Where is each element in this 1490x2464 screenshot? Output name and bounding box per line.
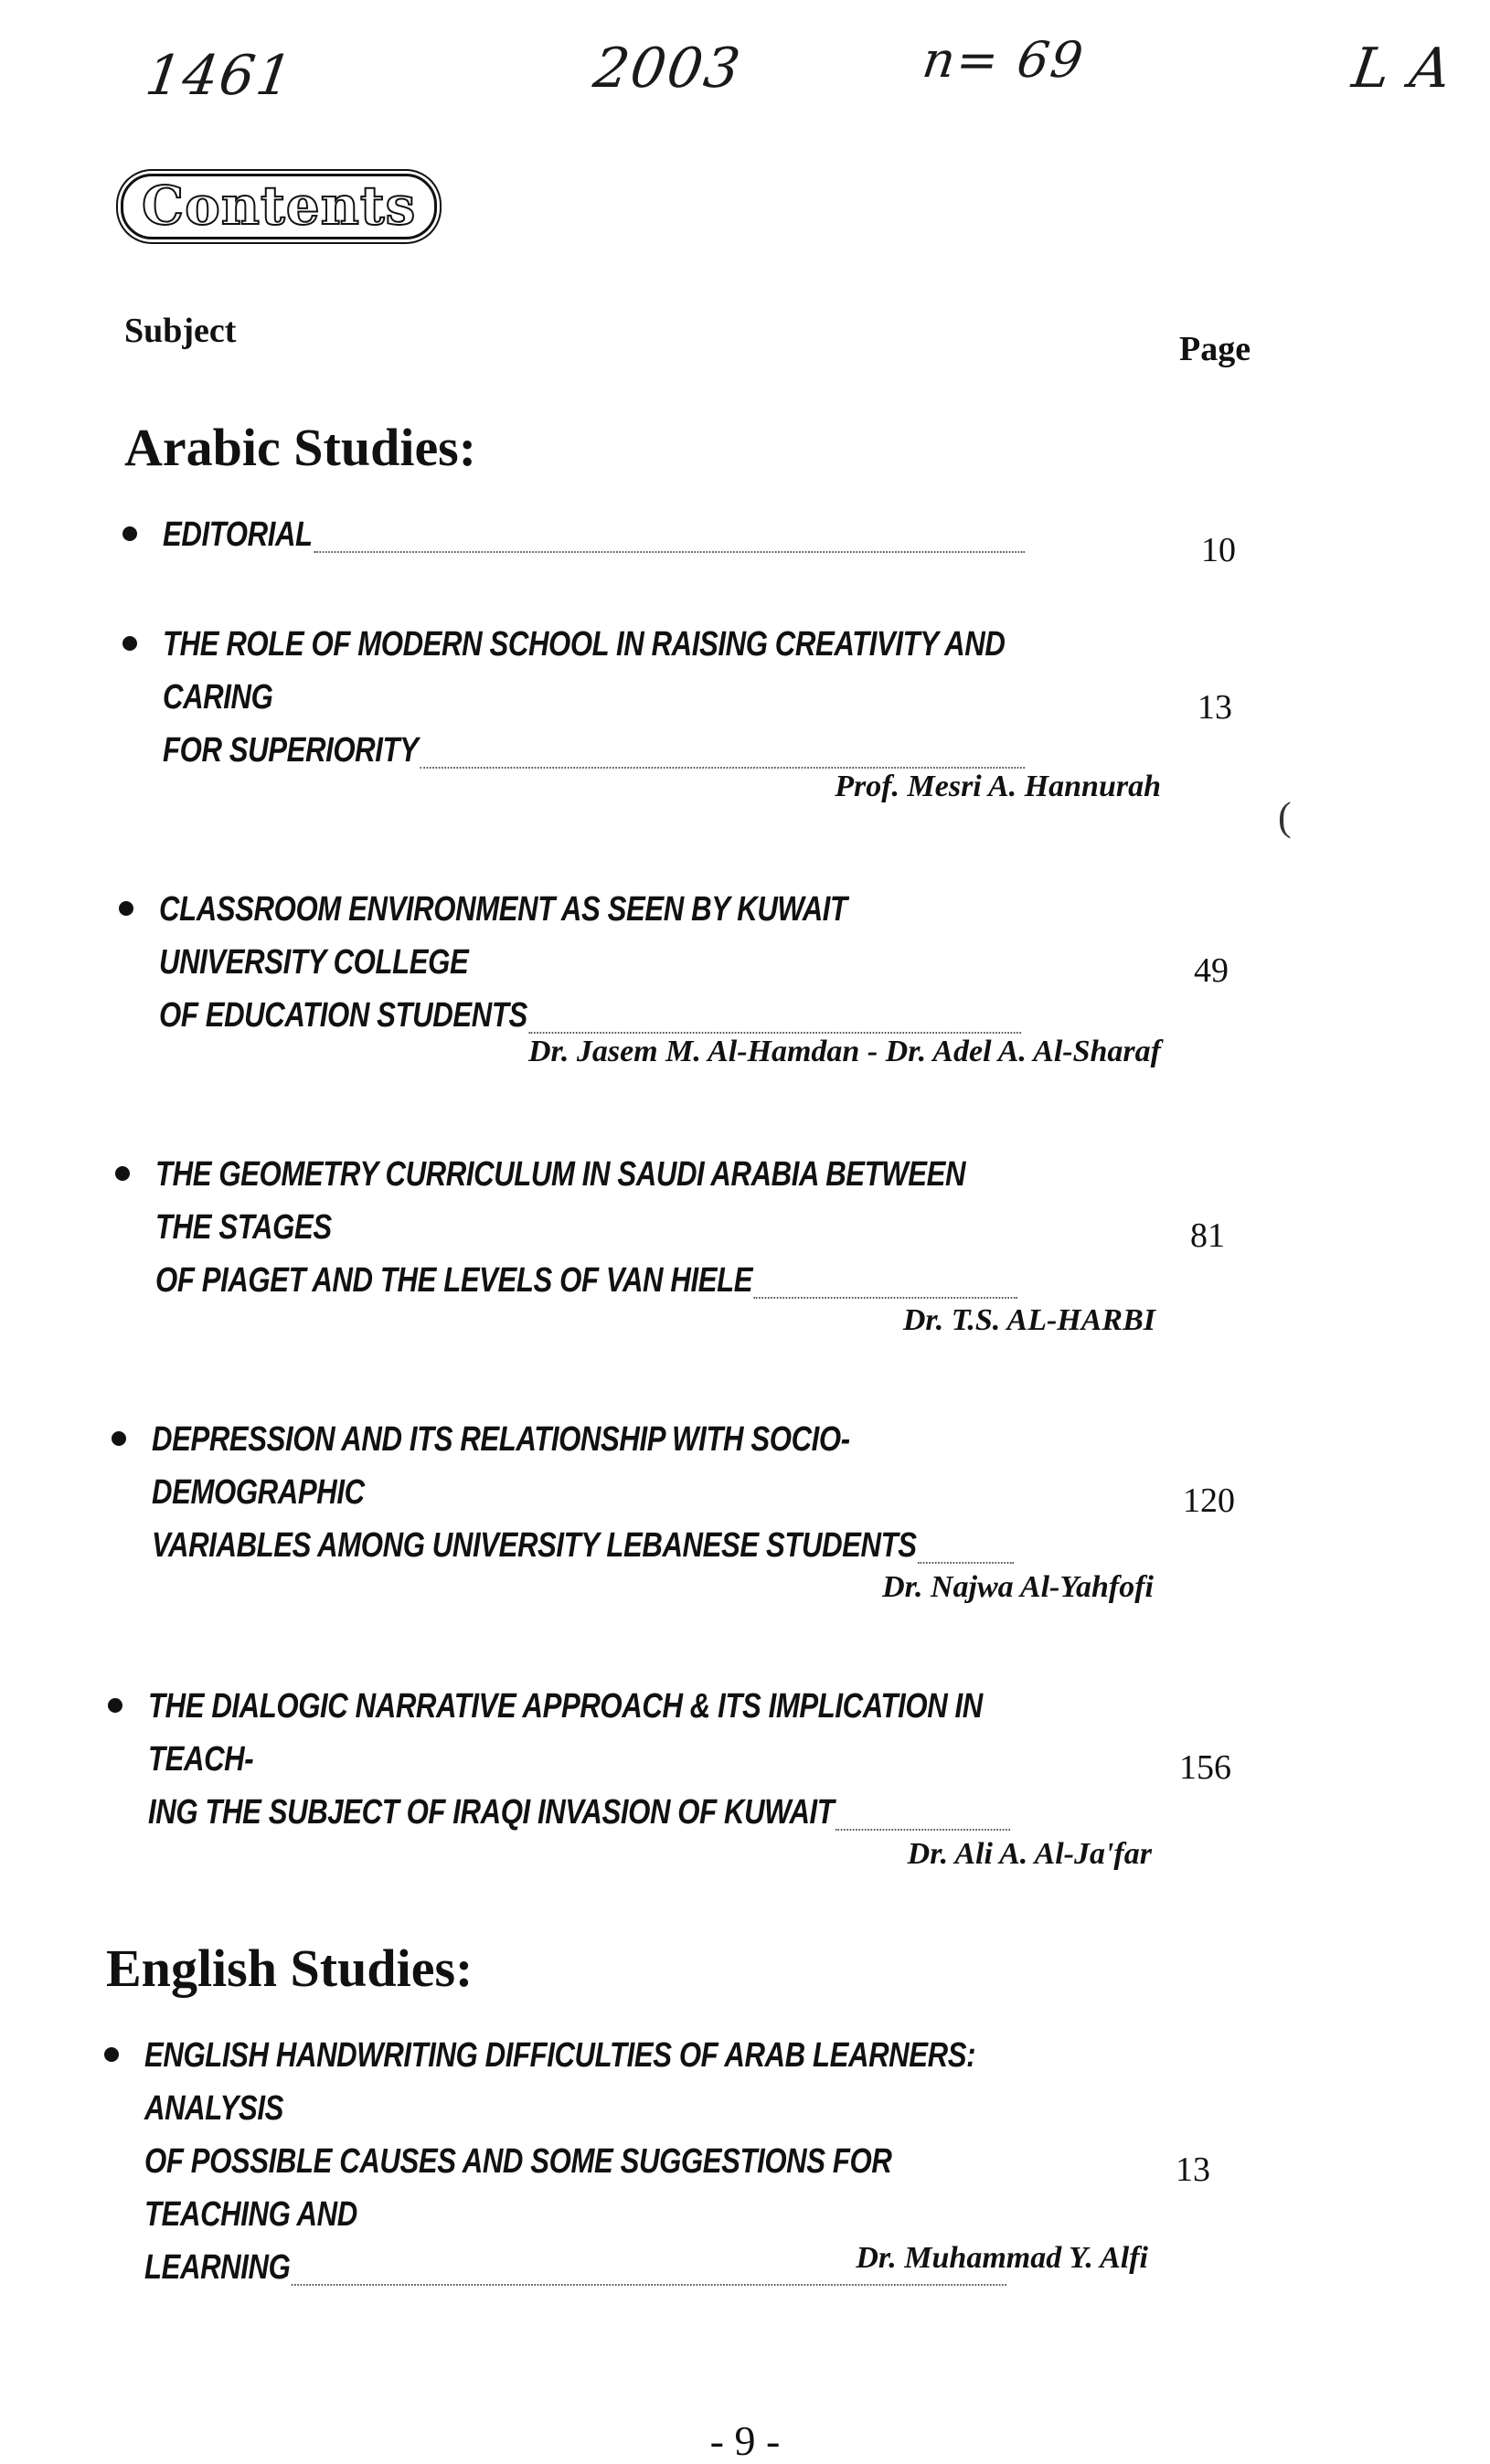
entry-title: EDITORIAL — [163, 508, 1025, 561]
entry-author: Prof. Mesri A. Hannurah — [835, 770, 1161, 803]
entry-page-number: 13 — [1197, 688, 1232, 727]
bullet-icon — [108, 1698, 122, 1713]
contents-logo: Contents — [121, 174, 437, 239]
handwritten-note-2: 2003 — [590, 37, 746, 101]
entry-page-number: 81 — [1190, 1216, 1225, 1255]
entry-page-number: 13 — [1176, 2151, 1210, 2189]
entry-page-number: 10 — [1201, 531, 1236, 569]
entry-page-number: 120 — [1183, 1482, 1235, 1520]
entry-title: CLASSROOM ENVIRONMENT AS SEEN BY KUWAIT UNIVERSITY COLLEGE OF EDUCATION STUDENTS — [159, 883, 1021, 1042]
page-number-footer: - 9 - — [709, 2417, 781, 2464]
subject-column-header: Subject — [124, 312, 237, 350]
bullet-icon — [122, 636, 137, 651]
stray-mark: ( — [1278, 794, 1292, 839]
entry-author: Dr. Ali A. Al-Ja'far — [907, 1837, 1152, 1871]
entry-page-number: 156 — [1179, 1748, 1231, 1787]
dot-leader — [420, 766, 1025, 769]
dot-leader — [314, 550, 1025, 553]
section-title-english-studies: English Studies: — [106, 1938, 474, 1998]
entry-page-number: 49 — [1194, 951, 1229, 990]
dot-leader — [754, 1296, 1017, 1299]
entry-author: Dr. T.S. AL-HARBI — [902, 1303, 1155, 1337]
entry-title: DEPRESSION AND ITS RELATIONSHIP WITH SOCIO- DEMOGRAPHIC VARIABLES AMONG UNIVERSITY LEBANESE STUDENTS — [152, 1413, 1014, 1572]
dot-leader — [292, 2283, 1006, 2286]
page-column-header: Page — [1179, 330, 1251, 368]
dot-leader — [918, 1561, 1014, 1564]
dot-leader — [835, 1828, 1010, 1831]
section-title-arabic-studies: Arabic Studies: — [124, 418, 477, 477]
dot-leader — [528, 1031, 1021, 1034]
handwritten-note-3: n= 69 — [919, 31, 1089, 89]
handwritten-note-1: 1461 — [142, 44, 298, 108]
bullet-icon — [122, 526, 137, 541]
entry-author: Dr. Najwa Al-Yahfofi — [882, 1570, 1154, 1604]
entry-title: THE DIALOGIC NARRATIVE APPROACH & ITS IMPLICATION IN TEACH- ING THE SUBJECT OF IRAQI INVASION OF KUWAIT — [148, 1680, 1010, 1839]
bullet-icon — [104, 2047, 119, 2062]
bullet-icon — [112, 1431, 126, 1446]
entry-title: THE GEOMETRY CURRICULUM IN SAUDI ARABIA BETWEEN THE STAGES OF PIAGET AND THE LEVELS OF VAN HIELE — [155, 1148, 1017, 1307]
entry-title: THE ROLE OF MODERN SCHOOL IN RAISING CREATIVITY AND CARING FOR SUPERIORITY — [163, 618, 1025, 777]
entry-author: Dr. Jasem M. Al-Hamdan - Dr. Adel A. Al-Sharaf — [527, 1035, 1161, 1068]
handwritten-note-4: L A — [1348, 37, 1457, 101]
bullet-icon — [115, 1166, 130, 1181]
entry-title: ENGLISH HANDWRITING DIFFICULTIES OF ARAB LEARNERS: ANALYSIS OF POSSIBLE CAUSES AND SOME SUGGESTIONS FOR TEACHING AND LEARNING — [144, 2029, 1006, 2294]
entry-author: Dr. Muhammad Y. Alfi — [856, 2241, 1148, 2275]
bullet-icon — [119, 901, 133, 916]
